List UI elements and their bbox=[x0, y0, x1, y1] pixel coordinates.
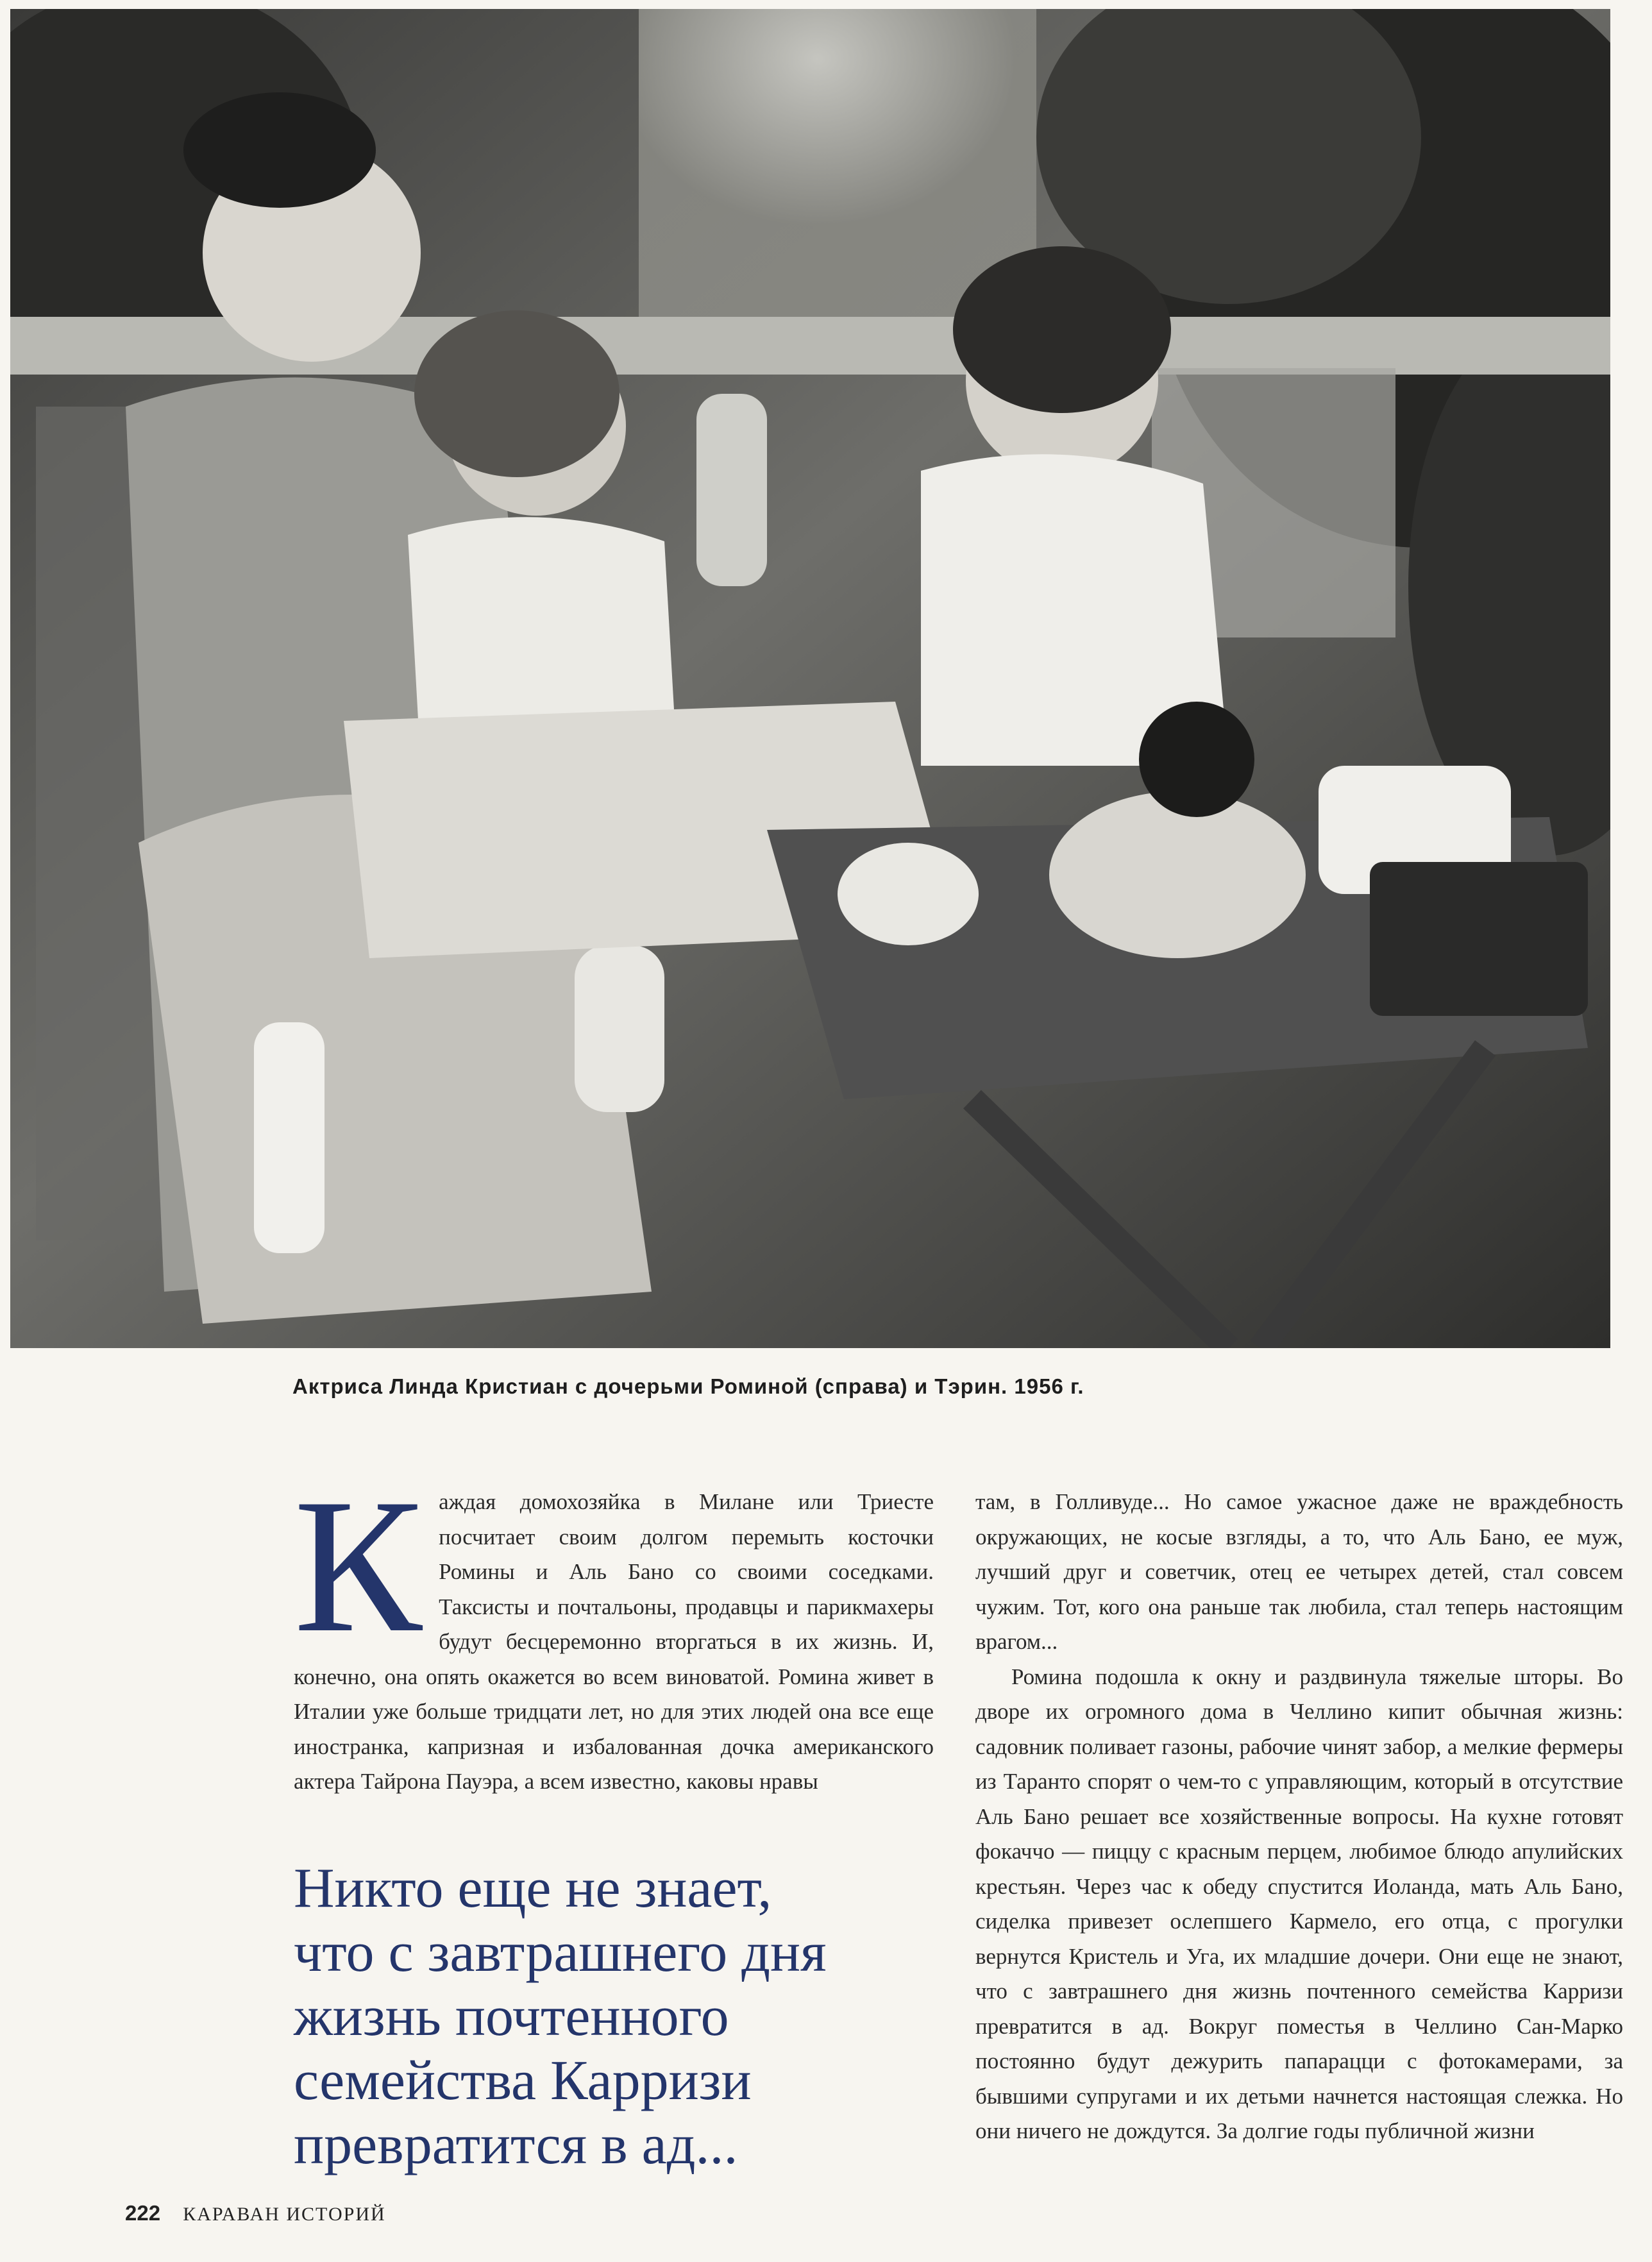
magazine-title: КАРАВАН ИСТОРИЙ bbox=[183, 2204, 386, 2225]
pull-quote-line: превратится в ад... bbox=[294, 2114, 738, 2176]
pull-quote-line: что с завтрашнего дня bbox=[294, 1921, 827, 1984]
article-paragraph: Ромина подошла к окну и раздвинула тяжелые шторы. Во дворе их огромного дома в Челлино кипит обычная жизнь: садовник поливает газоны, рабочие чинят забор, а мелкие фермеры из Таранто спорят о чем-то с управляющим, который в отсутствие Аль Бано решает все хозяйственные вопросы. На кухне готовят фокаччо — пиццу с красным перцем, любимое блюдо апулийских крестьян. Через час к обеду спустится Иоланда, мать Аль Бано, сиделка привезет ослепшего Кармело, его отца, с прогулки вернутся Кристель и Уга, их младшие дочери. Они еще не знают, что с завтрашнего дня жизнь почтенного семейства Карризи превратится в ад. Вокруг поместья в Челлино Сан-Марко постоянно будут дежурить папарацци с фотокамерами, за бывшими супругами и их детьми начнется настоящая слежка. Но они ничего не дождутся. За долгие годы публичной жизни bbox=[975, 1664, 1623, 2143]
article-paragraph: там, в Голливуде... Но самое ужасное даже не враждебность окружающих, не косые взгляды, а то, что Аль Бано, ее муж, лучший друг и советчик, отец ее четырех детей, стал совсем чужим. Тот, кого она раньше так любила, стал теперь настоящим врагом... bbox=[975, 1489, 1623, 1654]
pull-quote-line: семейства Карризи bbox=[294, 2050, 752, 2112]
article-column-1 bbox=[294, 1459, 934, 1800]
page-number: 222 bbox=[125, 2201, 161, 2225]
article-column-2 bbox=[975, 1485, 1623, 2149]
photo-caption: Актриса Линда Кристиан с дочерьми Роминой (справа) и Тэрин. 1956 г. bbox=[292, 1374, 1084, 1398]
pull-quote-line: Никто еще не знает, bbox=[294, 1857, 772, 1920]
photo-illustration bbox=[10, 9, 1610, 1348]
drop-cap: К bbox=[294, 1459, 423, 1672]
page-footer bbox=[125, 2201, 386, 2225]
article-paragraph: аждая домохозяйка в Милане или Триесте посчитает своим долгом перемыть косточки Ромины и Аль Бано со своими соседками. Таксисты и почтальоны, продавцы и парикмахеры будут бесцеремонно вторгаться в их жизнь. И, конечно, она опять окажется во всем виноватой. Ромина живет в Италии уже больше тридцати лет, но для этих людей она все еще иностранка, капризная и избалованная дочка американского актера Тайрона Пауэра, а всем известно, каковы нравы bbox=[294, 1489, 934, 1794]
pull-quote bbox=[294, 1857, 973, 2177]
pull-quote-line: жизнь почтенного bbox=[294, 1986, 729, 2048]
main-photo bbox=[10, 9, 1610, 1348]
